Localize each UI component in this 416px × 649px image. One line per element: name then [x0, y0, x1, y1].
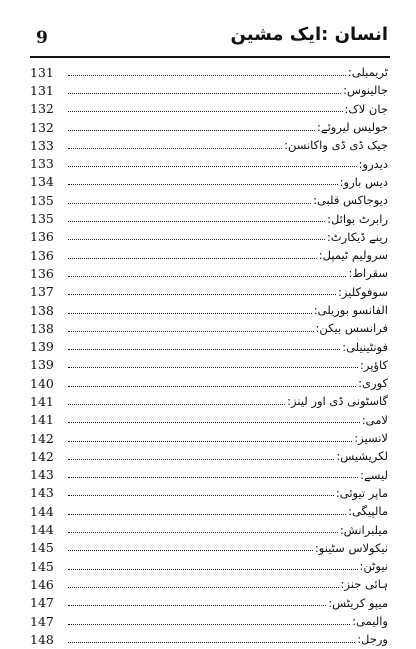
- book-title: انسان :ایک مشین: [230, 24, 388, 45]
- entry-name: دیدرو:: [358, 156, 388, 171]
- entry-name: جان لاک:: [344, 101, 388, 116]
- entry-page-number: 144: [30, 503, 54, 519]
- dot-leader: [68, 404, 285, 405]
- index-entry: [30, 228, 388, 246]
- entry-name: نیوٹن:: [359, 559, 388, 574]
- entry-page-number: 136: [30, 265, 54, 281]
- entry-name: دیوجاکس قلبی:: [313, 193, 388, 208]
- index-entry: [30, 283, 388, 301]
- index-entry: [30, 209, 388, 227]
- dot-leader: [68, 258, 317, 259]
- entry-name: گاسٹونی ڈی اور لینز:: [287, 394, 388, 409]
- entry-name: کاؤپر:: [360, 357, 388, 372]
- entry-name: سوفوکلیز:: [338, 284, 388, 299]
- entry-name: الفانسو بوریلی:: [313, 303, 388, 317]
- entry-page-number: 141: [30, 412, 54, 428]
- entry-name: فونٹینیلی:: [342, 339, 388, 354]
- entry-name: جیک ڈی ڈی واکانسن:: [284, 138, 388, 153]
- entry-name: والیمی:: [352, 614, 388, 629]
- entry-page-number: 140: [30, 375, 54, 391]
- index-entry: [30, 246, 388, 264]
- entry-page-number: 131: [30, 64, 54, 80]
- entry-name: مالپیگی:: [348, 504, 388, 519]
- index-entry: [30, 484, 388, 502]
- page-number: 9: [36, 28, 48, 48]
- entry-name: رینے ڈیکارٹ:: [326, 229, 388, 244]
- entry-page-number: 135: [30, 192, 54, 208]
- entry-page-number: 143: [30, 485, 54, 501]
- index-entry: [30, 63, 388, 81]
- index-entry: [30, 301, 388, 319]
- entry-name: ورجل:: [357, 632, 388, 647]
- dot-leader: [68, 184, 338, 185]
- entry-page-number: 143: [30, 467, 54, 483]
- entry-page-number: 138: [30, 320, 54, 336]
- dot-leader: [68, 386, 356, 387]
- entry-name: سقراط:: [348, 266, 388, 281]
- index-entry: [30, 191, 388, 209]
- dot-leader: [68, 422, 360, 423]
- dot-leader: [68, 441, 352, 442]
- entry-page-number: 135: [30, 211, 54, 227]
- entry-name: لکریشیس:: [336, 449, 388, 464]
- entry-page-number: 132: [30, 119, 54, 135]
- entry-page-number: 136: [30, 247, 54, 263]
- index-entry: [30, 374, 388, 392]
- entry-page-number: 148: [30, 631, 54, 647]
- dot-leader: [68, 514, 346, 515]
- index-entry: [30, 447, 388, 465]
- entry-page-number: 136: [30, 229, 54, 245]
- index-entry: [30, 575, 388, 593]
- entry-page-number: 146: [30, 576, 54, 592]
- entry-page-number: 133: [30, 156, 54, 172]
- index-entry: [30, 173, 388, 191]
- entry-name: میلبرانش:: [339, 522, 388, 537]
- dot-leader: [68, 550, 313, 551]
- dot-leader: [68, 239, 325, 240]
- entry-page-number: 138: [30, 302, 54, 318]
- index-entry: [30, 557, 388, 575]
- entry-name: دیس بارو:: [339, 174, 388, 189]
- entry-name: جولیس لیروئے:: [316, 120, 388, 135]
- entry-page-number: 142: [30, 430, 54, 446]
- index-entry: [30, 539, 388, 557]
- dot-leader: [68, 642, 355, 643]
- index-entry: [30, 319, 388, 337]
- index-entry: [30, 520, 388, 538]
- entry-name: میپو کریٹس:: [328, 595, 388, 610]
- index-entry: [30, 466, 388, 484]
- dot-leader: [68, 276, 346, 277]
- entry-name: فرانسس بیکن:: [315, 321, 388, 336]
- dot-leader: [68, 331, 314, 332]
- dot-leader: [68, 221, 325, 222]
- entry-name: ٹریمبلی:: [347, 65, 388, 80]
- entry-page-number: 137: [30, 284, 54, 300]
- entry-page-number: 147: [30, 595, 54, 611]
- index-entry: [30, 337, 388, 355]
- dot-leader: [68, 166, 357, 167]
- entry-page-number: 134: [30, 174, 54, 190]
- dot-leader: [68, 367, 358, 368]
- entry-page-number: 141: [30, 393, 54, 409]
- entry-page-number: 132: [30, 101, 54, 117]
- index-entry: [30, 356, 388, 374]
- entry-name: کوری:: [358, 376, 388, 391]
- entry-page-number: 133: [30, 137, 54, 153]
- dot-leader: [68, 624, 350, 625]
- index-entry: [30, 100, 388, 118]
- entry-page-number: 145: [30, 558, 54, 574]
- entry-page-number: 139: [30, 357, 54, 373]
- index-list: [30, 63, 388, 649]
- dot-leader: [68, 605, 326, 606]
- dot-leader: [68, 148, 282, 149]
- index-entry: [30, 264, 388, 282]
- entry-page-number: 144: [30, 522, 54, 538]
- entry-page-number: 142: [30, 448, 54, 464]
- dot-leader: [68, 532, 338, 533]
- index-entry: [30, 594, 388, 612]
- dot-leader: [68, 459, 334, 460]
- dot-leader: [68, 294, 336, 295]
- index-entry: [30, 118, 388, 136]
- index-entry: [30, 154, 388, 172]
- index-entry: [30, 612, 388, 630]
- dot-leader: [68, 130, 315, 131]
- dot-leader: [68, 75, 346, 76]
- entry-name: نیکولاس سٹینو:: [314, 540, 388, 555]
- index-entry: [30, 502, 388, 520]
- index-entry: [30, 630, 388, 648]
- dot-leader: [68, 111, 343, 112]
- entry-page-number: 139: [30, 339, 54, 355]
- entry-name: ماپر تیوئی:: [335, 485, 388, 500]
- dot-leader: [68, 569, 358, 570]
- entry-page-number: 147: [30, 613, 54, 629]
- dot-leader: [68, 93, 341, 94]
- index-entry: [30, 411, 388, 429]
- dot-leader: [68, 203, 311, 204]
- index-entry: [30, 429, 388, 447]
- dot-leader: [68, 495, 334, 496]
- page-header: [32, 22, 388, 56]
- header-rule: [30, 56, 390, 58]
- index-entry: [30, 392, 388, 410]
- entry-name: لانسیز:: [354, 431, 388, 446]
- entry-name: جالینوس:: [343, 83, 388, 98]
- index-entry: [30, 81, 388, 99]
- entry-name: لیسے:: [360, 467, 388, 482]
- entry-name: سرولیم ٹیمپل:: [318, 248, 388, 263]
- dot-leader: [68, 477, 358, 478]
- entry-name: رابرٹ بوائل:: [327, 211, 388, 226]
- index-entry: [30, 136, 388, 154]
- entry-name: لامی:: [361, 412, 388, 427]
- dot-leader: [68, 349, 340, 350]
- dot-leader: [68, 313, 312, 314]
- dot-leader: [68, 587, 339, 588]
- entry-page-number: 145: [30, 540, 54, 556]
- entry-name: ہائی جنز:: [340, 577, 388, 592]
- entry-page-number: 131: [30, 82, 54, 98]
